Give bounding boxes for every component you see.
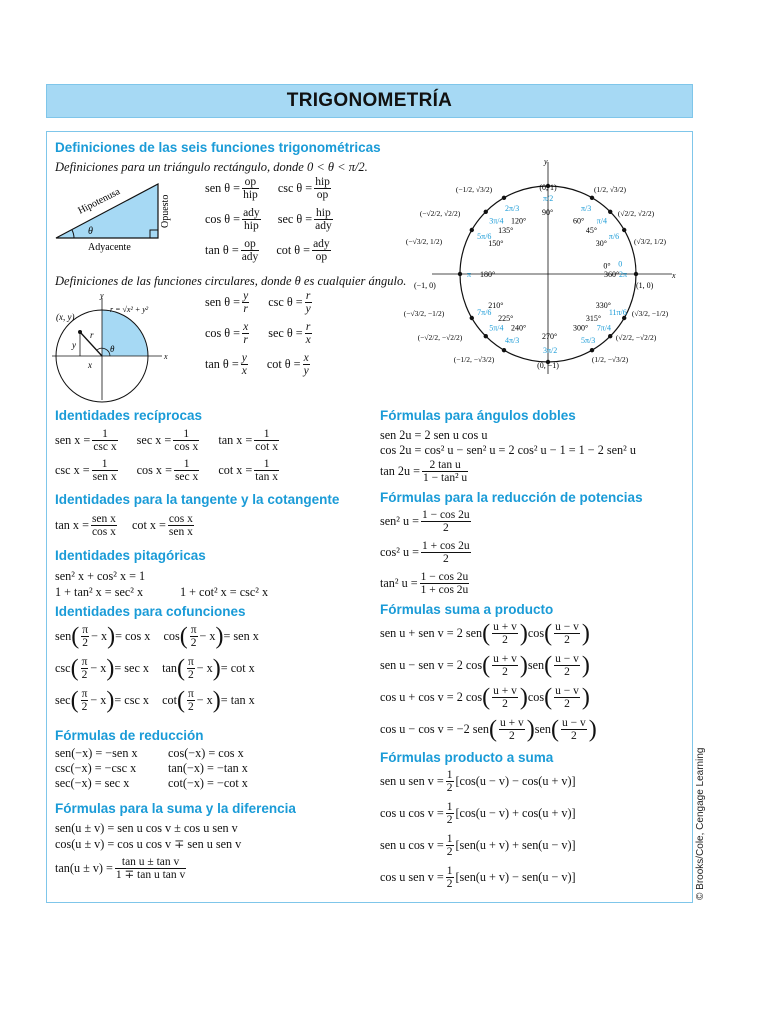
y-label: y bbox=[72, 340, 76, 350]
uc-degree-label: 330° bbox=[595, 301, 611, 310]
tri-definitions bbox=[205, 176, 335, 269]
uc-point-marker bbox=[622, 228, 626, 232]
uc-axis-x-label: x bbox=[672, 271, 676, 280]
uc-radian-label: 5π/4 bbox=[489, 323, 504, 333]
theta-label: θ bbox=[88, 226, 93, 237]
uc-coordinate: (−√3/2, 1/2) bbox=[405, 237, 443, 246]
uc-degree-label: 270° bbox=[542, 332, 558, 341]
uc-point-marker bbox=[502, 196, 506, 200]
uc-point-label: (0, −1) bbox=[537, 361, 559, 370]
uc-degree-label: 45° bbox=[585, 226, 598, 236]
circ-definitions bbox=[205, 290, 314, 383]
heading-double: Fórmulas para ángulos dobles bbox=[380, 408, 576, 423]
uc-radian-label: π/6 bbox=[608, 232, 620, 241]
prodsum-row: sen u sen v = $\frac{1}{2}$ [cos(u − v) − cos(u + v)] bbox=[380, 769, 576, 794]
uc-degree-label: 135° bbox=[498, 226, 514, 236]
heading-tancot: Identidades para la tangente y la cotangente bbox=[55, 492, 340, 507]
uc-coordinate: (√3/2, −1/2) bbox=[631, 309, 669, 318]
uc-radian-label: 4π/3 bbox=[505, 335, 520, 345]
uc-radian-label: π bbox=[467, 270, 472, 279]
heading-reduction: Fórmulas de reducción bbox=[55, 728, 204, 743]
heading-pythagorean: Identidades pitagóricas bbox=[55, 548, 206, 563]
uc-point-label: (1, 0) bbox=[636, 281, 654, 290]
sumprod-row: cos u − cos v = −2 sen( $\frac{u + v}{2}$ )sen( $\frac{u - v}{2}$ ) bbox=[380, 716, 597, 743]
recip-row: sen x = $\frac{1}{\text{csc x}}$ sec x = $\frac{1}{\text{cos x}}$ tan x = $\frac{1}{\text{cot x}}$ bbox=[55, 428, 278, 453]
power-reduction bbox=[380, 509, 473, 602]
product-to-sum bbox=[380, 769, 576, 897]
double-line-1: sen 2u = 2 sen u cos u bbox=[380, 428, 488, 442]
uc-point-marker bbox=[484, 210, 488, 214]
r-label: r bbox=[90, 330, 94, 340]
power-row: cos² u = $\frac{1 + \cos 2u}{2}$ bbox=[380, 540, 470, 565]
heading-cofunction: Identidades para cofunciones bbox=[55, 604, 246, 619]
uc-point-marker bbox=[502, 348, 506, 352]
uc-coordinate: (−1/2, −√3/2) bbox=[453, 355, 495, 364]
uc-point-marker bbox=[470, 316, 474, 320]
fraction: $\frac{\text{hip}}{\text{ady}}$ bbox=[315, 207, 332, 232]
uc-degree-label: 150° bbox=[488, 239, 504, 248]
uc-axis-y-label: y bbox=[544, 157, 548, 166]
reduction-row: sec(−x) = sec x cot(−x) = −cot x bbox=[55, 776, 248, 790]
uc-degree-label: 225° bbox=[498, 313, 514, 323]
heading-power: Fórmulas para la reducción de potencias bbox=[380, 490, 643, 505]
reciprocal-identities bbox=[55, 428, 281, 488]
power-row: tan² u = $\frac{1 - \cos 2u}{1 + \cos 2u}$ bbox=[380, 571, 469, 596]
uc-degree-label: 90° bbox=[542, 208, 554, 217]
uc-coordinate: (√3/2, 1/2) bbox=[633, 237, 667, 246]
uc-coordinate: (−√3/2, −1/2) bbox=[403, 309, 445, 318]
uc-radian-label: 7π/6 bbox=[477, 308, 492, 317]
uc-coordinate: (√2/2, −√2/2) bbox=[615, 333, 657, 342]
tri-row bbox=[205, 207, 335, 238]
uc-coordinate: (1/2, √3/2) bbox=[593, 185, 627, 194]
prodsum-row: cos u cos v = $\frac{1}{2}$ [cos(u − v) + cos(u + v)] bbox=[380, 801, 576, 826]
sumdiff-line-2: cos(u ± v) = cos u cos v ∓ sen u sen v bbox=[55, 837, 242, 851]
theta-label: θ bbox=[110, 344, 115, 354]
eq-label: tan θ = bbox=[205, 357, 239, 371]
heading-sumprod: Fórmulas suma a producto bbox=[380, 602, 554, 617]
eq-label: sec θ = bbox=[268, 326, 303, 340]
eq-label: csc θ = bbox=[268, 295, 303, 309]
fraction: $\frac{op}{\text{ady}}$ bbox=[241, 238, 259, 263]
uc-point-marker bbox=[608, 210, 612, 214]
circ-row bbox=[205, 321, 314, 352]
point-label: (x, y) bbox=[56, 312, 75, 322]
tri-row bbox=[205, 238, 335, 269]
uc-degree-label: 210° bbox=[488, 301, 504, 310]
eq-label: sen θ = bbox=[205, 295, 241, 309]
eq-label: sec θ = bbox=[277, 212, 313, 226]
pyth-line-2b: 1 + cot² x = csc² x bbox=[180, 585, 269, 599]
opp-label: Opuesto bbox=[160, 194, 171, 228]
uc-point-label: (0, 1) bbox=[539, 183, 557, 192]
fraction: $\frac{x}{r}$ bbox=[243, 321, 249, 346]
uc-coordinate: (−√2/2, −√2/2) bbox=[417, 333, 463, 342]
uc-degree-label: 30° bbox=[595, 239, 607, 248]
cofun-row: sen( $\frac{\pi}{2}$ − x)= cos x cos( $\frac{\pi}{2}$ − x)= sen x bbox=[55, 623, 259, 650]
fraction: $\frac{op}{\text{hip}}$ bbox=[243, 176, 258, 201]
r-equation: r = √x² + y² bbox=[110, 305, 149, 314]
uc-degree-label: 120° bbox=[511, 216, 527, 226]
prodsum-row: cos u sen v = $\frac{1}{2}$ [sen(u + v) − sen(u − v)] bbox=[380, 865, 576, 890]
cofunction-identities bbox=[55, 624, 259, 720]
uc-point-label: (−1, 0) bbox=[414, 281, 436, 290]
uc-radian-label: π/2 bbox=[543, 194, 554, 203]
adj-label: Adyacente bbox=[88, 242, 131, 253]
uc-radian-label: 5π/3 bbox=[581, 335, 596, 345]
right-triangle-figure bbox=[52, 176, 192, 252]
uc-point-marker bbox=[484, 334, 488, 338]
uc-radian-label: π/4 bbox=[596, 216, 608, 226]
heading-prodsum: Fórmulas producto a suma bbox=[380, 750, 554, 765]
sumprod-row: cos u + cos v = 2 cos( $\frac{u + v}{2}$ )cos( $\frac{u - v}{2}$ ) bbox=[380, 684, 590, 711]
uc-point-marker bbox=[608, 334, 612, 338]
fraction: $\frac{y}{r}$ bbox=[243, 290, 249, 315]
tri-row bbox=[205, 176, 335, 207]
eq-label: cos θ = bbox=[205, 212, 241, 226]
page-title: TRIGONOMETRÍA bbox=[286, 90, 453, 111]
double-line-2: cos 2u = cos² u − sen² u = 2 cos² u − 1 = 1 − 2 sen² u bbox=[380, 443, 636, 457]
prodsum-row: sen u cos v = $\frac{1}{2}$ [sen(u + v) + sen(u − v)] bbox=[380, 833, 576, 858]
hyp-label: Hipotenusa bbox=[76, 186, 122, 217]
uc-radian-label: 11π/6 bbox=[608, 308, 627, 317]
sumdiff-line-1: sen(u ± v) = sen u cos v ± cos u sen v bbox=[55, 821, 238, 835]
uc-point-marker bbox=[590, 196, 594, 200]
eq-label: csc θ = bbox=[277, 181, 313, 195]
fraction: $\frac{r}{y}$ bbox=[305, 290, 311, 315]
sumprod-row: sen u − sen v = 2 cos( $\frac{u + v}{2}$ )sen( $\frac{u - v}{2}$ ) bbox=[380, 652, 590, 679]
reduction-formulas bbox=[55, 746, 248, 791]
circle-caption: Definiciones de las funciones circulares, donde θ es cualquier ángulo. bbox=[55, 274, 407, 288]
fraction: $\frac{r}{x}$ bbox=[305, 321, 311, 346]
recip-row: csc x = $\frac{1}{\text{sen x}}$ cos x = $\frac{1}{\text{sec x}}$ cot x = $\frac{1}{\text{tan x}}$ bbox=[55, 458, 278, 483]
unit-circle-figure bbox=[403, 156, 682, 378]
uc-coordinate: (−√2/2, √2/2) bbox=[419, 209, 461, 218]
uc-point-marker bbox=[458, 272, 462, 276]
heading-sumdiff: Fórmulas para la suma y la diferencia bbox=[55, 801, 296, 816]
eq-label: cos θ = bbox=[205, 326, 241, 340]
uc-radian-label: 2π bbox=[619, 270, 628, 279]
uc-point-marker bbox=[590, 348, 594, 352]
uc-degree-label: 300° bbox=[573, 323, 589, 333]
cofun-row: csc( $\frac{\pi}{2}$ − x)= sec x tan( $\frac{\pi}{2}$ − x)= cot x bbox=[55, 655, 255, 682]
tancot-identities: tan x = $\frac{\text{sen x}}{\text{cos x}}$ cot x = $\frac{\text{cos x}}{\text{sen x}}$ bbox=[55, 513, 193, 538]
title-bar bbox=[46, 84, 693, 118]
triangle-caption: Definiciones para un triángulo rectángulo, donde 0 < θ < π/2. bbox=[55, 160, 368, 174]
pyth-line-2a: 1 + tan² x = sec² x bbox=[55, 585, 144, 599]
axis-y-label: y bbox=[100, 291, 104, 300]
eq-label: sen θ = bbox=[205, 181, 241, 195]
reduction-row: sen(−x) = −sen x cos(−x) = cos x bbox=[55, 746, 244, 760]
uc-degree-label: 180° bbox=[480, 270, 496, 279]
circ-row bbox=[205, 352, 314, 383]
uc-radian-label: π/3 bbox=[581, 204, 592, 214]
uc-radian-label: 5π/6 bbox=[477, 232, 492, 241]
sumdiff-tan: tan(u ± v) = $\frac{\text{tan u ± tan v}}{\text{1 ∓ tan u tan v}}$ bbox=[55, 856, 186, 881]
fraction: $\frac{y}{x}$ bbox=[241, 352, 247, 377]
uc-degree-label: 0° bbox=[603, 261, 611, 271]
eq-label: tan θ = bbox=[205, 243, 239, 257]
uc-degree-label: 315° bbox=[585, 313, 602, 323]
reduction-row: csc(−x) = −csc x tan(−x) = −tan x bbox=[55, 761, 248, 775]
fraction: $\frac{x}{y}$ bbox=[303, 352, 309, 377]
sum-to-product bbox=[380, 621, 597, 749]
uc-radian-label: 2π/3 bbox=[505, 204, 520, 214]
eq-label: cot θ = bbox=[266, 357, 301, 371]
x-label: x bbox=[88, 360, 92, 370]
axis-x-label: x bbox=[164, 352, 168, 361]
sumprod-row: sen u + sen v = 2 sen( $\frac{u + v}{2}$ )cos( $\frac{u - v}{2}$ ) bbox=[380, 620, 590, 647]
circle-figure bbox=[52, 288, 172, 400]
eq-label: cot θ = bbox=[276, 243, 311, 257]
uc-coordinate: (−1/2, √3/2) bbox=[455, 185, 493, 194]
uc-radian-label: 7π/4 bbox=[596, 323, 612, 333]
uc-degree-label: 240° bbox=[511, 323, 527, 333]
pyth-line-1: sen² x + cos² x = 1 bbox=[55, 569, 146, 583]
uc-coordinate: (1/2, −√3/2) bbox=[591, 355, 629, 364]
power-row: sen² u = $\frac{1 - \cos 2u}{2}$ bbox=[380, 509, 470, 534]
uc-point-marker bbox=[634, 272, 638, 276]
heading-definitions: Definiciones de las seis funciones trigonométricas bbox=[55, 140, 381, 155]
uc-radian-label: 3π/4 bbox=[489, 216, 504, 226]
uc-degree-label: 360° bbox=[604, 270, 620, 279]
uc-point-marker bbox=[470, 228, 474, 232]
point-marker bbox=[78, 330, 82, 334]
heading-reciprocal: Identidades recíprocas bbox=[55, 408, 203, 423]
unit-circle-group bbox=[404, 157, 676, 374]
uc-degree-label: 60° bbox=[573, 216, 585, 226]
uc-radian-label: 0 bbox=[618, 259, 623, 269]
fraction: $\frac{\text{hip}}{op}$ bbox=[315, 176, 330, 201]
fraction: $\frac{\text{ady}}{\text{hip}}$ bbox=[243, 207, 260, 232]
cofun-row: sec( $\frac{\pi}{2}$ − x)= csc x cot( $\frac{\pi}{2}$ − x)= tan x bbox=[55, 687, 255, 714]
fraction: $\frac{\text{ady}}{op}$ bbox=[313, 238, 330, 263]
quadrant-fill bbox=[102, 310, 148, 356]
uc-radian-label: 3π/2 bbox=[543, 346, 558, 355]
circ-row bbox=[205, 290, 314, 321]
uc-coordinate: (√2/2, √2/2) bbox=[617, 209, 655, 218]
copyright-text: © Brooks/Cole, Cengage Learning bbox=[695, 747, 706, 900]
double-tan: tan 2u = $\frac{\text{2 tan u}}{\text{1 − tan² u}}$ bbox=[380, 459, 468, 484]
